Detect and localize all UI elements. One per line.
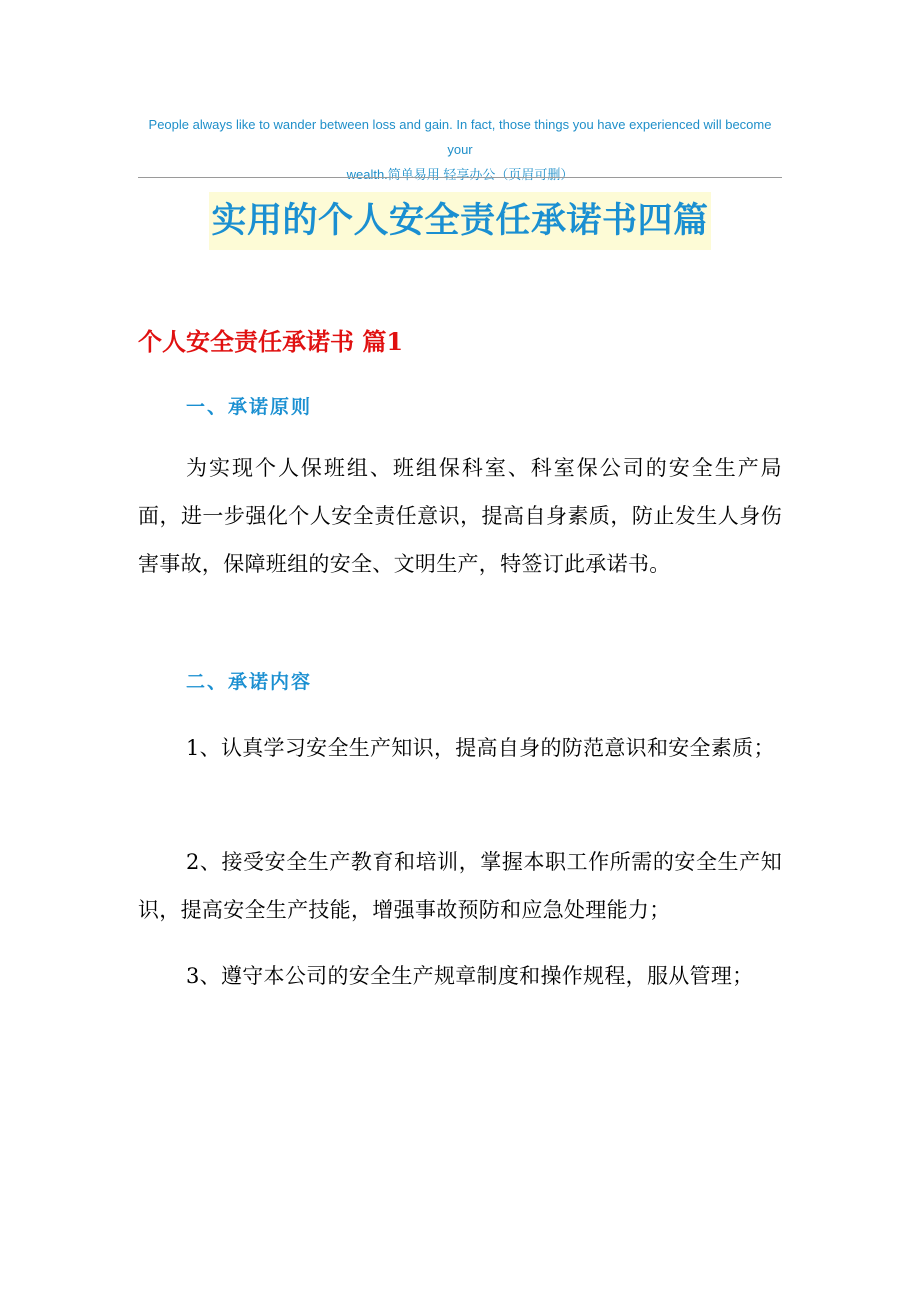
header-line-1: People always like to wander between loss and gain. In fact, those things you have experienced will become your — [148, 117, 772, 157]
list-item-3: 3、遵守本公司的安全生产规章制度和操作规程，服从管理； — [186, 964, 754, 988]
header-line-2: wealth.简单易用 轻享办公（页眉可删） — [346, 167, 574, 182]
sub-heading-content: 二、承诺内容 — [186, 671, 313, 693]
header-divider — [138, 177, 782, 178]
list-item-2: 2、接受安全生产教育和培训，掌握本职工作所需的安全生产知识，提高安全生产技能，增强事故预防和应急处理能力； — [138, 850, 782, 922]
title-container — [0, 192, 920, 250]
section-title: 个人安全责任承诺书 篇1 — [138, 327, 404, 356]
list-item-1: 1、认真学习安全生产知识，提高自身的防范意识和安全素质； — [186, 736, 775, 760]
sub-heading-principles: 一、承诺原则 — [186, 396, 313, 418]
paragraph-principles: 为实现个人保班组、班组保科室、科室保公司的安全生产局面，进一步强化个人安全责任意识，提高自身素质，防止发生人身伤害事故，保障班组的安全、文明生产，特签订此承诺书。 — [138, 456, 782, 576]
page-header — [138, 112, 782, 187]
document-title: 实用的个人安全责任承诺书四篇 — [209, 192, 710, 250]
